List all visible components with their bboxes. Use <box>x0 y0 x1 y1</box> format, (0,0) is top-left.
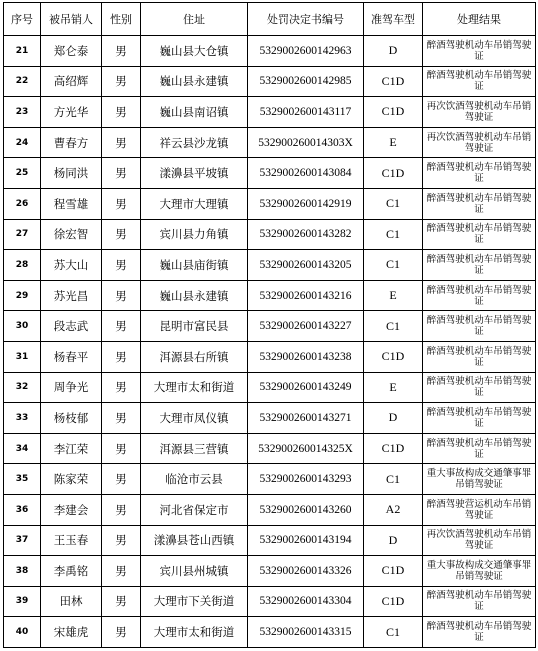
cell-license-class: E <box>364 280 423 311</box>
cell-decision-code: 5329002600143315 <box>248 617 364 648</box>
cell-decision-code: 5329002600143249 <box>248 372 364 403</box>
cell-name: 陈家荣 <box>41 464 102 495</box>
cell-result: 醉酒驾驶机动车吊销驾驶证 <box>423 617 536 648</box>
cell-seq: 31 <box>4 341 41 372</box>
cell-license-class: C1 <box>364 188 423 219</box>
table-row <box>4 341 536 372</box>
cell-license-class: C1 <box>364 464 423 495</box>
cell-address: 洱源县三营镇 <box>141 433 248 464</box>
cell-seq: 36 <box>4 494 41 525</box>
cell-license-class: C1D <box>364 158 423 189</box>
cell-result: 醉酒驾驶营运机动车吊销驾驶证 <box>423 494 536 525</box>
cell-name: 程雪雄 <box>41 188 102 219</box>
cell-gender: 男 <box>102 372 141 403</box>
cell-result: 重大事故构成交通肇事罪吊销驾驶证 <box>423 464 536 495</box>
header-license-class: 准驾车型 <box>364 3 423 36</box>
cell-decision-code: 5329002600143293 <box>248 464 364 495</box>
cell-result: 再次饮酒驾驶机动车吊销驾驶证 <box>423 127 536 158</box>
table-row <box>4 219 536 250</box>
cell-seq: 35 <box>4 464 41 495</box>
cell-address: 宾川县州城镇 <box>141 556 248 587</box>
cell-result: 醉酒驾驶机动车吊销驾驶证 <box>423 36 536 67</box>
table-row <box>4 586 536 617</box>
cell-address: 洱源县右所镇 <box>141 341 248 372</box>
table-row <box>4 311 536 342</box>
cell-license-class: D <box>364 36 423 67</box>
table-body <box>4 36 536 648</box>
cell-decision-code: 5329002600143227 <box>248 311 364 342</box>
cell-license-class: C1 <box>364 311 423 342</box>
cell-address: 宾川县力角镇 <box>141 219 248 250</box>
table-row <box>4 433 536 464</box>
cell-name: 杨枝郁 <box>41 403 102 434</box>
cell-license-class: C1D <box>364 556 423 587</box>
header-row <box>4 3 536 36</box>
cell-result: 醉酒驾驶机动车吊销驾驶证 <box>423 311 536 342</box>
table-row <box>4 36 536 67</box>
cell-license-class: C1D <box>364 66 423 97</box>
cell-gender: 男 <box>102 66 141 97</box>
table-row <box>4 158 536 189</box>
cell-seq: 21 <box>4 36 41 67</box>
cell-name: 杨春平 <box>41 341 102 372</box>
cell-address: 临沧市云县 <box>141 464 248 495</box>
table-row <box>4 66 536 97</box>
cell-license-class: C1D <box>364 586 423 617</box>
cell-name: 郑仑泰 <box>41 36 102 67</box>
cell-gender: 男 <box>102 158 141 189</box>
cell-seq: 24 <box>4 127 41 158</box>
cell-seq: 25 <box>4 158 41 189</box>
table-row <box>4 464 536 495</box>
cell-name: 苏大山 <box>41 250 102 281</box>
cell-seq: 32 <box>4 372 41 403</box>
table-row <box>4 525 536 556</box>
cell-license-class: D <box>364 525 423 556</box>
cell-address: 大理市太和街道 <box>141 372 248 403</box>
cell-result: 醉酒驾驶机动车吊销驾驶证 <box>423 403 536 434</box>
cell-name: 曹春方 <box>41 127 102 158</box>
header-address: 住址 <box>141 3 248 36</box>
cell-name: 田林 <box>41 586 102 617</box>
cell-name: 高绍辉 <box>41 66 102 97</box>
cell-decision-code: 5329002600142919 <box>248 188 364 219</box>
cell-result: 醉酒驾驶机动车吊销驾驶证 <box>423 219 536 250</box>
cell-address: 河北省保定市 <box>141 494 248 525</box>
cell-decision-code: 5329002600143326 <box>248 556 364 587</box>
cell-result: 再次饮酒驾驶机动车吊销驾驶证 <box>423 97 536 128</box>
header-decision-code: 处罚决定书编号 <box>248 3 364 36</box>
cell-name: 段志武 <box>41 311 102 342</box>
cell-seq: 23 <box>4 97 41 128</box>
cell-result: 醉酒驾驶机动车吊销驾驶证 <box>423 188 536 219</box>
cell-address: 祥云县沙龙镇 <box>141 127 248 158</box>
cell-gender: 男 <box>102 219 141 250</box>
cell-address: 巍山县南诏镇 <box>141 97 248 128</box>
cell-gender: 男 <box>102 525 141 556</box>
cell-gender: 男 <box>102 403 141 434</box>
cell-seq: 26 <box>4 188 41 219</box>
cell-name: 徐宏智 <box>41 219 102 250</box>
cell-gender: 男 <box>102 617 141 648</box>
cell-seq: 39 <box>4 586 41 617</box>
cell-decision-code: 5329002600143282 <box>248 219 364 250</box>
cell-result: 醉酒驾驶机动车吊销驾驶证 <box>423 158 536 189</box>
cell-license-class: A2 <box>364 494 423 525</box>
cell-decision-code: 5329002600143205 <box>248 250 364 281</box>
cell-license-class: C1 <box>364 617 423 648</box>
cell-address: 巍山县庙街镇 <box>141 250 248 281</box>
cell-gender: 男 <box>102 36 141 67</box>
cell-seq: 28 <box>4 250 41 281</box>
cell-license-class: C1 <box>364 219 423 250</box>
cell-address: 巍山县大仓镇 <box>141 36 248 67</box>
cell-seq: 37 <box>4 525 41 556</box>
cell-gender: 男 <box>102 556 141 587</box>
revocation-table <box>3 2 536 648</box>
cell-decision-code: 532900260014296​3 <box>248 36 364 67</box>
header-result: 处理结果 <box>423 3 536 36</box>
cell-license-class: C1D <box>364 97 423 128</box>
table-row <box>4 280 536 311</box>
cell-address: 巍山县永建镇 <box>141 66 248 97</box>
cell-result: 醉酒驾驶机动车吊销驾驶证 <box>423 372 536 403</box>
cell-seq: 27 <box>4 219 41 250</box>
cell-result: 醉酒驾驶机动车吊销驾驶证 <box>423 66 536 97</box>
cell-gender: 男 <box>102 127 141 158</box>
cell-name: 李禹铭 <box>41 556 102 587</box>
cell-decision-code: 5329002600143238 <box>248 341 364 372</box>
table-row <box>4 494 536 525</box>
cell-result: 醉酒驾驶机动车吊销驾驶证 <box>423 250 536 281</box>
cell-address: 大理市下关街道 <box>141 586 248 617</box>
cell-decision-code: 532900260014303X <box>248 127 364 158</box>
cell-decision-code: 5329002600143117 <box>248 97 364 128</box>
cell-name: 宋雄虎 <box>41 617 102 648</box>
cell-name: 李建会 <box>41 494 102 525</box>
cell-result: 醉酒驾驶机动车吊销驾驶证 <box>423 280 536 311</box>
cell-address: 漾濞县苍山西镇 <box>141 525 248 556</box>
cell-name: 周争光 <box>41 372 102 403</box>
table-row <box>4 250 536 281</box>
cell-gender: 男 <box>102 586 141 617</box>
table-row <box>4 372 536 403</box>
table-row <box>4 617 536 648</box>
cell-seq: 22 <box>4 66 41 97</box>
cell-name: 苏光昌 <box>41 280 102 311</box>
cell-name: 杨同洪 <box>41 158 102 189</box>
cell-result: 醉酒驾驶机动车吊销驾驶证 <box>423 433 536 464</box>
cell-decision-code: 5329002600143271 <box>248 403 364 434</box>
header-seq: 序号 <box>4 3 41 36</box>
cell-decision-code: 5329002600143084 <box>248 158 364 189</box>
cell-license-class: E <box>364 127 423 158</box>
cell-gender: 男 <box>102 188 141 219</box>
cell-seq: 38 <box>4 556 41 587</box>
cell-seq: 34 <box>4 433 41 464</box>
cell-license-class: C1D <box>364 341 423 372</box>
cell-name: 方光华 <box>41 97 102 128</box>
cell-address: 大理市大理镇 <box>141 188 248 219</box>
cell-decision-code: 532900260014325X <box>248 433 364 464</box>
cell-address: 昆明市富民县 <box>141 311 248 342</box>
cell-result: 醉酒驾驶机动车吊销驾驶证 <box>423 586 536 617</box>
cell-result: 再次饮酒驾驶机动车吊销驾驶证 <box>423 525 536 556</box>
cell-result: 重大事故构成交通肇事罪吊销驾驶证 <box>423 556 536 587</box>
cell-gender: 男 <box>102 464 141 495</box>
cell-gender: 男 <box>102 280 141 311</box>
cell-result: 醉酒驾驶机动车吊销驾驶证 <box>423 341 536 372</box>
header-gender: 性别 <box>102 3 141 36</box>
cell-seq: 29 <box>4 280 41 311</box>
table-row <box>4 188 536 219</box>
cell-gender: 男 <box>102 341 141 372</box>
cell-gender: 男 <box>102 97 141 128</box>
cell-decision-code: 5329002600143260 <box>248 494 364 525</box>
cell-decision-code: 5329002600143216 <box>248 280 364 311</box>
table-row <box>4 556 536 587</box>
header-name: 被吊销人 <box>41 3 102 36</box>
cell-name: 王玉春 <box>41 525 102 556</box>
cell-decision-code: 5329002600143304 <box>248 586 364 617</box>
cell-address: 大理市太和街道 <box>141 617 248 648</box>
cell-seq: 40 <box>4 617 41 648</box>
cell-decision-code: 5329002600143194 <box>248 525 364 556</box>
table-row <box>4 97 536 128</box>
table-row <box>4 127 536 158</box>
cell-seq: 30 <box>4 311 41 342</box>
cell-gender: 男 <box>102 433 141 464</box>
cell-name: 李江荣 <box>41 433 102 464</box>
cell-gender: 男 <box>102 250 141 281</box>
cell-license-class: C1D <box>364 433 423 464</box>
cell-address: 漾濞县平坡镇 <box>141 158 248 189</box>
cell-gender: 男 <box>102 311 141 342</box>
cell-license-class: E <box>364 372 423 403</box>
table-row <box>4 403 536 434</box>
cell-seq: 33 <box>4 403 41 434</box>
cell-gender: 男 <box>102 494 141 525</box>
cell-license-class: D <box>364 403 423 434</box>
cell-address: 大理市凤仪镇 <box>141 403 248 434</box>
cell-decision-code: 5329002600142985 <box>248 66 364 97</box>
cell-license-class: C1 <box>364 250 423 281</box>
cell-address: 巍山县永建镇 <box>141 280 248 311</box>
